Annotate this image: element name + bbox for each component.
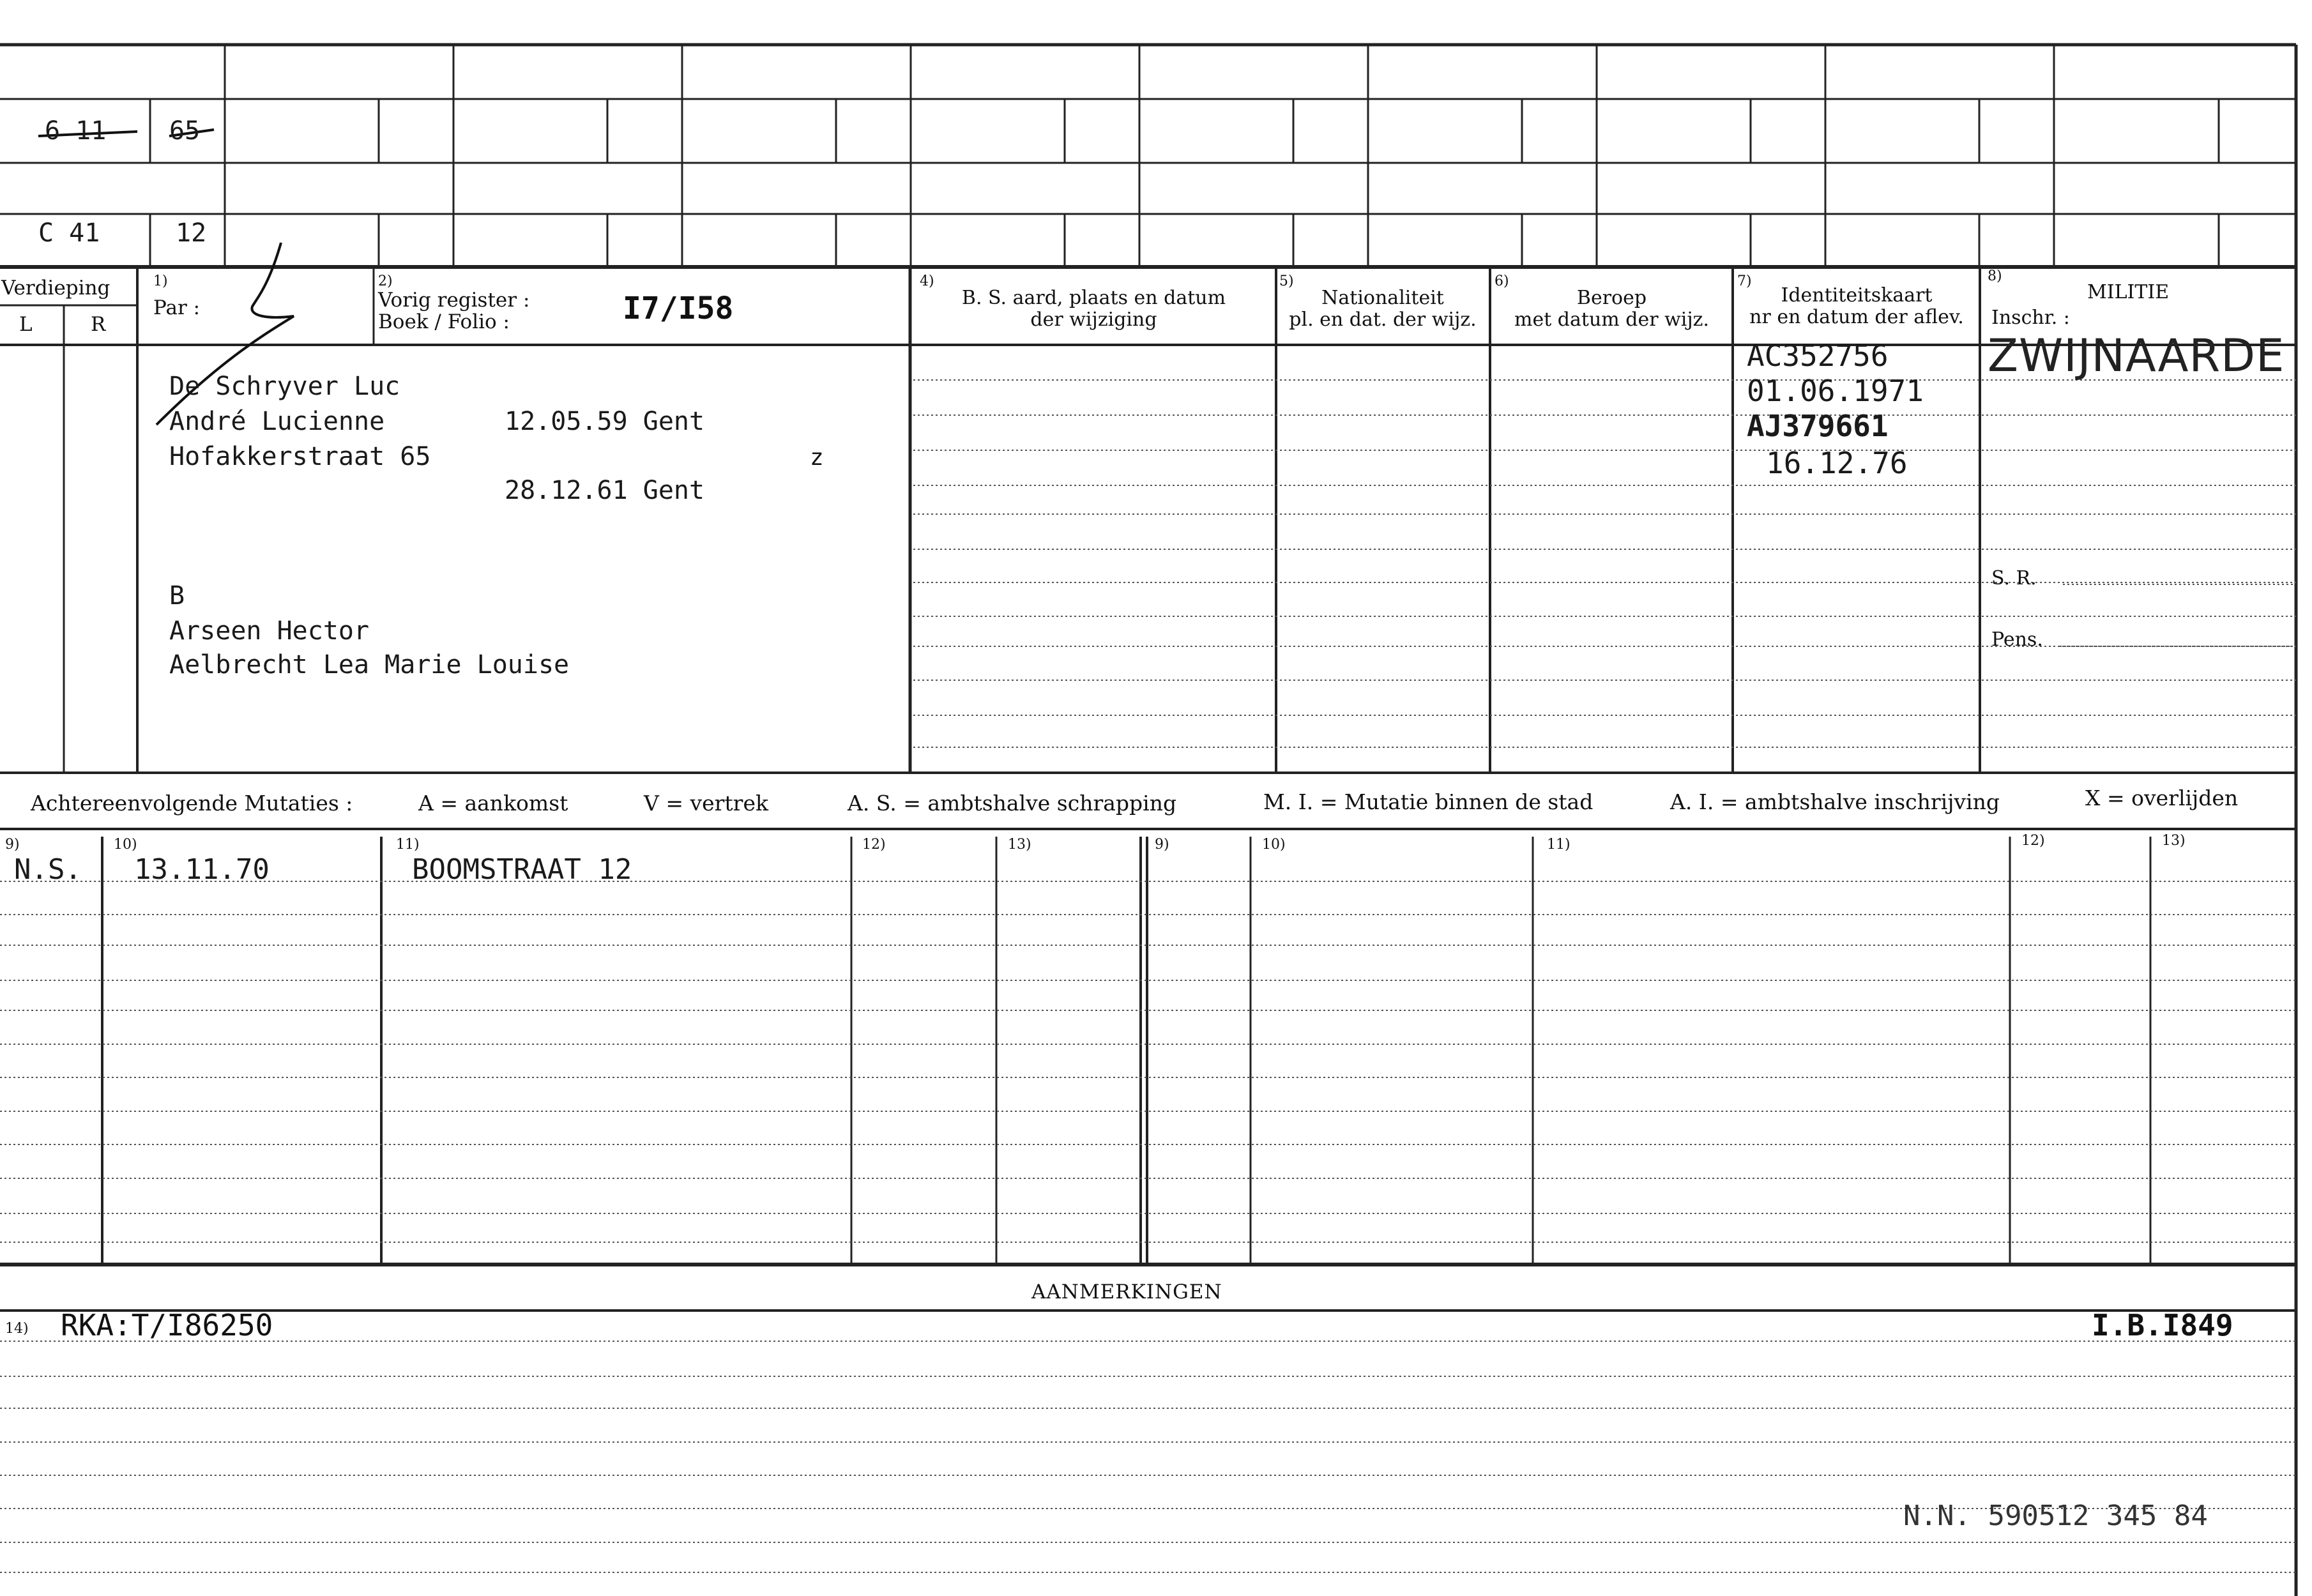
parents-label: B: [169, 581, 185, 611]
mutation-address: BOOMSTRAAT 12: [412, 853, 632, 886]
militie-label: MILITIE: [2087, 281, 2170, 303]
boek-folio-value: I7/I58: [623, 291, 734, 326]
remarks-number: 14): [5, 1321, 29, 1337]
mut-col11-right: 11): [1547, 837, 1570, 853]
mutation-type: N.S.: [14, 853, 82, 886]
mut-col13-left: 13): [1008, 837, 1031, 853]
birth-date-place: 12.05.59 Gent: [505, 407, 705, 436]
inschr-stamp: ZWIJNAARDE: [1988, 330, 2285, 382]
pens-label: Pens.: [1991, 628, 2043, 651]
inschr-label: Inschr. :: [1991, 307, 2070, 329]
verdieping-label: Verdieping: [1, 277, 110, 300]
top-code-3: C 41: [38, 218, 100, 248]
col7-number: 7): [1737, 273, 1752, 289]
mut-col10-right: 10): [1262, 837, 1286, 853]
mut-col9-right: 9): [1155, 837, 1169, 853]
id-card-2-number: AJ379661: [1747, 409, 1889, 443]
col6-header: Beroep met datum der wijz.: [1514, 287, 1709, 331]
person-name: De Schryver Luc: [169, 372, 400, 401]
legend-overlijden: X = overlijden: [2085, 786, 2239, 810]
verdieping-r: R: [91, 313, 106, 336]
mut-col9-left: 9): [5, 837, 20, 853]
ib-reference: I.B.I849: [2092, 1308, 2233, 1342]
remarks-title: AANMERKINGEN: [1031, 1281, 1222, 1303]
id-card-1-date: 01.06.1971: [1747, 374, 1924, 408]
boek-folio-label: Boek / Folio :: [378, 310, 510, 333]
person-firstnames: André Lucienne: [169, 407, 385, 436]
legend-vertrek: V = vertrek: [644, 791, 768, 816]
mutations-legend-title: Achtereenvolgende Mutaties :: [31, 791, 353, 816]
col5-number: 5): [1279, 273, 1294, 289]
national-number: N.N. 590512 345 84: [1903, 1500, 2208, 1532]
legend-inschrijving: A. I. = ambtshalve inschrijving: [1670, 789, 2000, 814]
vorig-register-label: Vorig register :: [378, 289, 530, 312]
verdieping-l: L: [19, 313, 33, 336]
col4-header: B. S. aard, plaats en datum der wijziging: [961, 287, 1226, 331]
top-code-4: 12: [176, 218, 207, 248]
col8-number: 8): [1988, 268, 2002, 284]
par-label: Par :: [153, 296, 201, 319]
col6-number: 6): [1494, 273, 1509, 289]
col1-number: 1): [153, 273, 168, 289]
col2-number: 2): [378, 273, 393, 289]
mutation-date: 13.11.70: [134, 853, 270, 886]
mut-col11-left: 11): [396, 837, 420, 853]
legend-aankomst: A = aankomst: [418, 791, 568, 816]
sr-label: S. R.: [1991, 567, 2037, 589]
mut-col12-left: 12): [862, 837, 886, 853]
mother-name: Aelbrecht Lea Marie Louise: [169, 650, 570, 680]
legend-mutatie: M. I. = Mutatie binnen de stad: [1263, 789, 1593, 814]
second-date-place: 28.12.61 Gent: [505, 476, 705, 505]
mut-col13-right: 13): [2162, 833, 2186, 849]
id-card-2-date: 16.12.76: [1766, 446, 1908, 480]
mut-col12-right: 12): [2021, 833, 2045, 849]
address-mark: z: [810, 445, 824, 471]
legend-schrapping: A. S. = ambtshalve schrapping: [848, 791, 1177, 816]
col7-header: Identiteitskaart nr en datum der aflev.: [1749, 284, 1964, 328]
rka-reference: RKA:T/I86250: [61, 1308, 273, 1342]
id-card-1-number: AC352756: [1747, 338, 1889, 373]
col4-number: 4): [920, 273, 934, 289]
top-code-1: 6 11: [45, 116, 107, 146]
col5-header: Nationaliteit pl. en dat. der wijz.: [1289, 287, 1477, 331]
top-code-2: 65: [169, 116, 201, 146]
mut-col10-left: 10): [114, 837, 137, 853]
father-name: Arseen Hector: [169, 616, 370, 646]
person-address: Hofakkerstraat 65: [169, 442, 431, 471]
